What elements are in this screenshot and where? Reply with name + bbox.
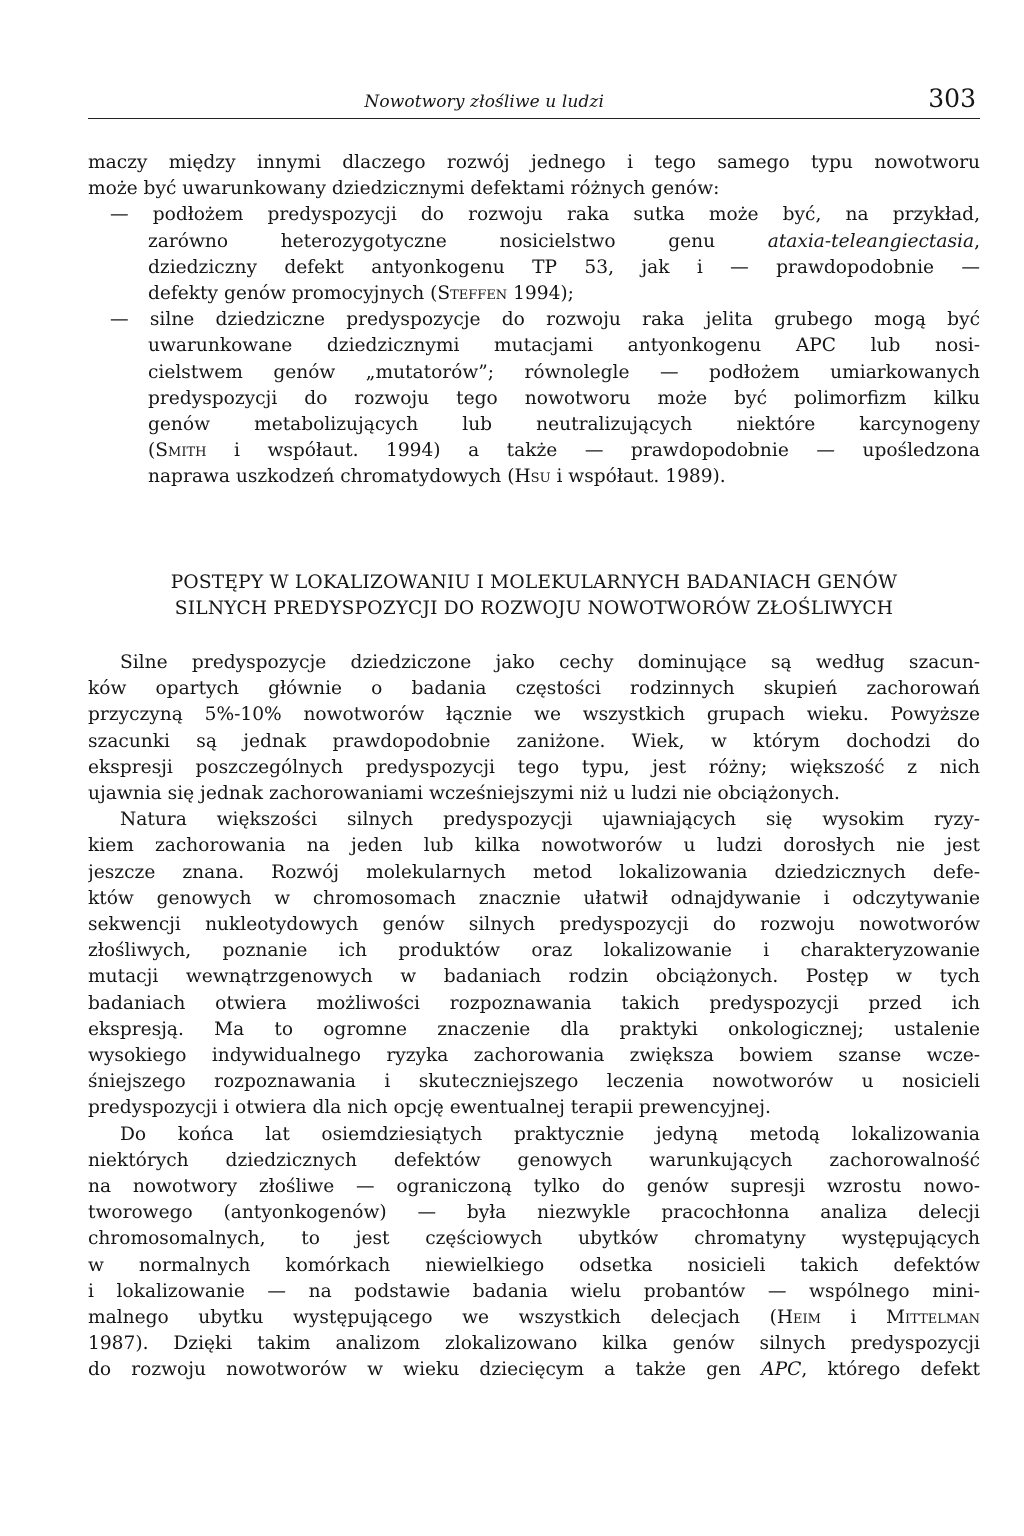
- text-line: ekspresji poszczególnych predyspozycji tego typu, jest różny; większość z nich: [88, 756, 980, 778]
- text-line: wysokiego indywidualnego ryzyka zachorowania zwiększa bowiem szanse wcze-: [88, 1045, 980, 1067]
- text-line: predyspozycji i otwiera dla nich opcję ewentualnej terapii prewencyjnej.: [88, 1097, 771, 1119]
- text-line: badaniach otwiera możliwości rozpoznawania takich predyspozycji przed ich: [88, 992, 980, 1014]
- text-line: jeszcze znana. Rozwój molekularnych metod lokalizowania dziedzicznych defe-: [88, 861, 980, 883]
- text-line: któw genowych w chromosomach znacznie ułatwił odnajdywanie i odczytywanie: [88, 887, 980, 909]
- text-line: cielstwem genów „mutatorów”; równolegle — podłożem umiarkowanych: [148, 361, 980, 383]
- text-line: tworowego (antyonkogenów) — była niezwykle pracochłonna analiza delecji: [88, 1202, 980, 1224]
- section-heading-line: SILNYCH PREDYSPOZYCJI DO ROZWOJU NOWOTWORÓW ZŁOŚLIWYCH: [174, 598, 894, 619]
- text-line: ekspresją. Ma to ogromne znaczenie dla praktyki onkologicznej; ustalenie: [88, 1018, 980, 1040]
- text-line: predyspozycji do rozwoju tego nowotworu może być polimorfizm kilku: [148, 387, 980, 409]
- page-number: 303: [928, 84, 976, 113]
- text-line: uwarunkowane dziedzicznymi mutacjami antyonkogenu APC lub nosi-: [148, 335, 980, 357]
- text-line: zarówno heterozygotyczne nosicielstwo genu ataxia-teleangiectasia,: [148, 230, 980, 252]
- text-line: (Smith i współaut. 1994) a także — prawdopodobnie — upośledzona: [148, 440, 980, 462]
- bullet-item-2: — silne dziedziczne predyspozycje do rozwoju raka jelita grubego mogą być: [110, 309, 980, 331]
- text-line: ujawnia się jednak zachorowaniami wcześniejszymi niż u ludzi nie obciążonych.: [88, 783, 840, 805]
- text-line: i lokalizowanie — na podstawie badania wielu probantów — wspólnego mini-: [88, 1280, 980, 1302]
- bullet-item-1: — podłożem predyspozycji do rozwoju raka sutka może być, na przykład,: [110, 204, 980, 226]
- text-line: złośliwych, poznanie ich produktów oraz lokalizowanie i charakteryzowanie: [88, 940, 980, 962]
- section-body: [88, 650, 980, 1384]
- section-heading: [88, 570, 980, 622]
- page-header: [88, 84, 980, 119]
- text-line: sekwencji nukleotydowych genów silnych predyspozycji do rozwoju nowotworów: [88, 914, 980, 936]
- text-line: niektórych dziedzicznych defektów genowych warunkujących zachorowalność: [88, 1149, 980, 1171]
- running-title: Nowotwory złośliwe u ludzi: [364, 92, 604, 112]
- text-line: na nowotwory złośliwe — ograniczoną tylko do genów supresji wzrostu nowo-: [88, 1176, 980, 1198]
- text-line: genów metabolizujących lub neutralizujących niektóre karcynogeny: [148, 414, 980, 436]
- text-line: dziedziczny defekt antyonkogenu TP 53, jak i — prawdopodobnie —: [148, 256, 980, 278]
- text-line: maczy między innymi dlaczego rozwój jednego i tego samego typu nowotworu: [88, 152, 980, 173]
- text-line: przyczyną 5%-10% nowotworów łącznie we wszystkich grupach wieku. Powyższe: [88, 704, 980, 726]
- text-line: może być uwarunkowany dziedzicznymi defektami różnych genów:: [88, 178, 720, 200]
- section-heading-line: POSTĘPY W LOKALIZOWANIU I MOLEKULARNYCH BADANIACH GENÓW: [170, 572, 898, 593]
- text-line: w normalnych komórkach niewielkiego odsetka nosicieli takich defektów: [88, 1254, 980, 1276]
- text-line: ków opartych głównie o badania częstości rodzinnych skupień zachorowań: [88, 678, 980, 700]
- text-line: Silne predyspozycje dziedziczone jako cechy dominujące są według szacun-: [120, 652, 980, 673]
- text-line: Do końca lat osiemdziesiątych praktycznie jedyną metodą lokalizowania: [120, 1123, 980, 1145]
- text-line: malnego ubytku występującego we wszystkich delecjach (Heim i Mittelman: [88, 1307, 980, 1329]
- text-line: 1987). Dzięki takim analizom zlokalizowano kilka genów silnych predyspozycji: [88, 1333, 980, 1355]
- intro-paragraph: [88, 150, 980, 491]
- text-line: chromosomalnych, to jest częściowych ubytków chromatyny występujących: [88, 1228, 980, 1250]
- text-line: do rozwoju nowotworów w wieku dziecięcym a także gen APC, którego defekt: [88, 1359, 980, 1381]
- text-line: naprawa uszkodzeń chromatydowych (Hsu i współaut. 1989).: [148, 466, 726, 488]
- text-line: Natura większości silnych predyspozycji ujawniających się wysokim ryzy-: [120, 809, 980, 831]
- text-line: defekty genów promocyjnych (Steffen 1994);: [148, 283, 574, 305]
- text-line: szacunki są jednak prawdopodobnie zaniżone. Wiek, w którym dochodzi do: [88, 730, 980, 752]
- text-line: śniejszego rozpoznawania i skuteczniejszego leczenia nowotworów u nosicieli: [88, 1071, 980, 1093]
- text-line: kiem zachorowania na jeden lub kilka nowotworów u ludzi dorosłych nie jest: [88, 835, 980, 857]
- text-line: mutacji wewnątrzgenowych w badaniach rodzin obciążonych. Postęp w tych: [88, 966, 980, 988]
